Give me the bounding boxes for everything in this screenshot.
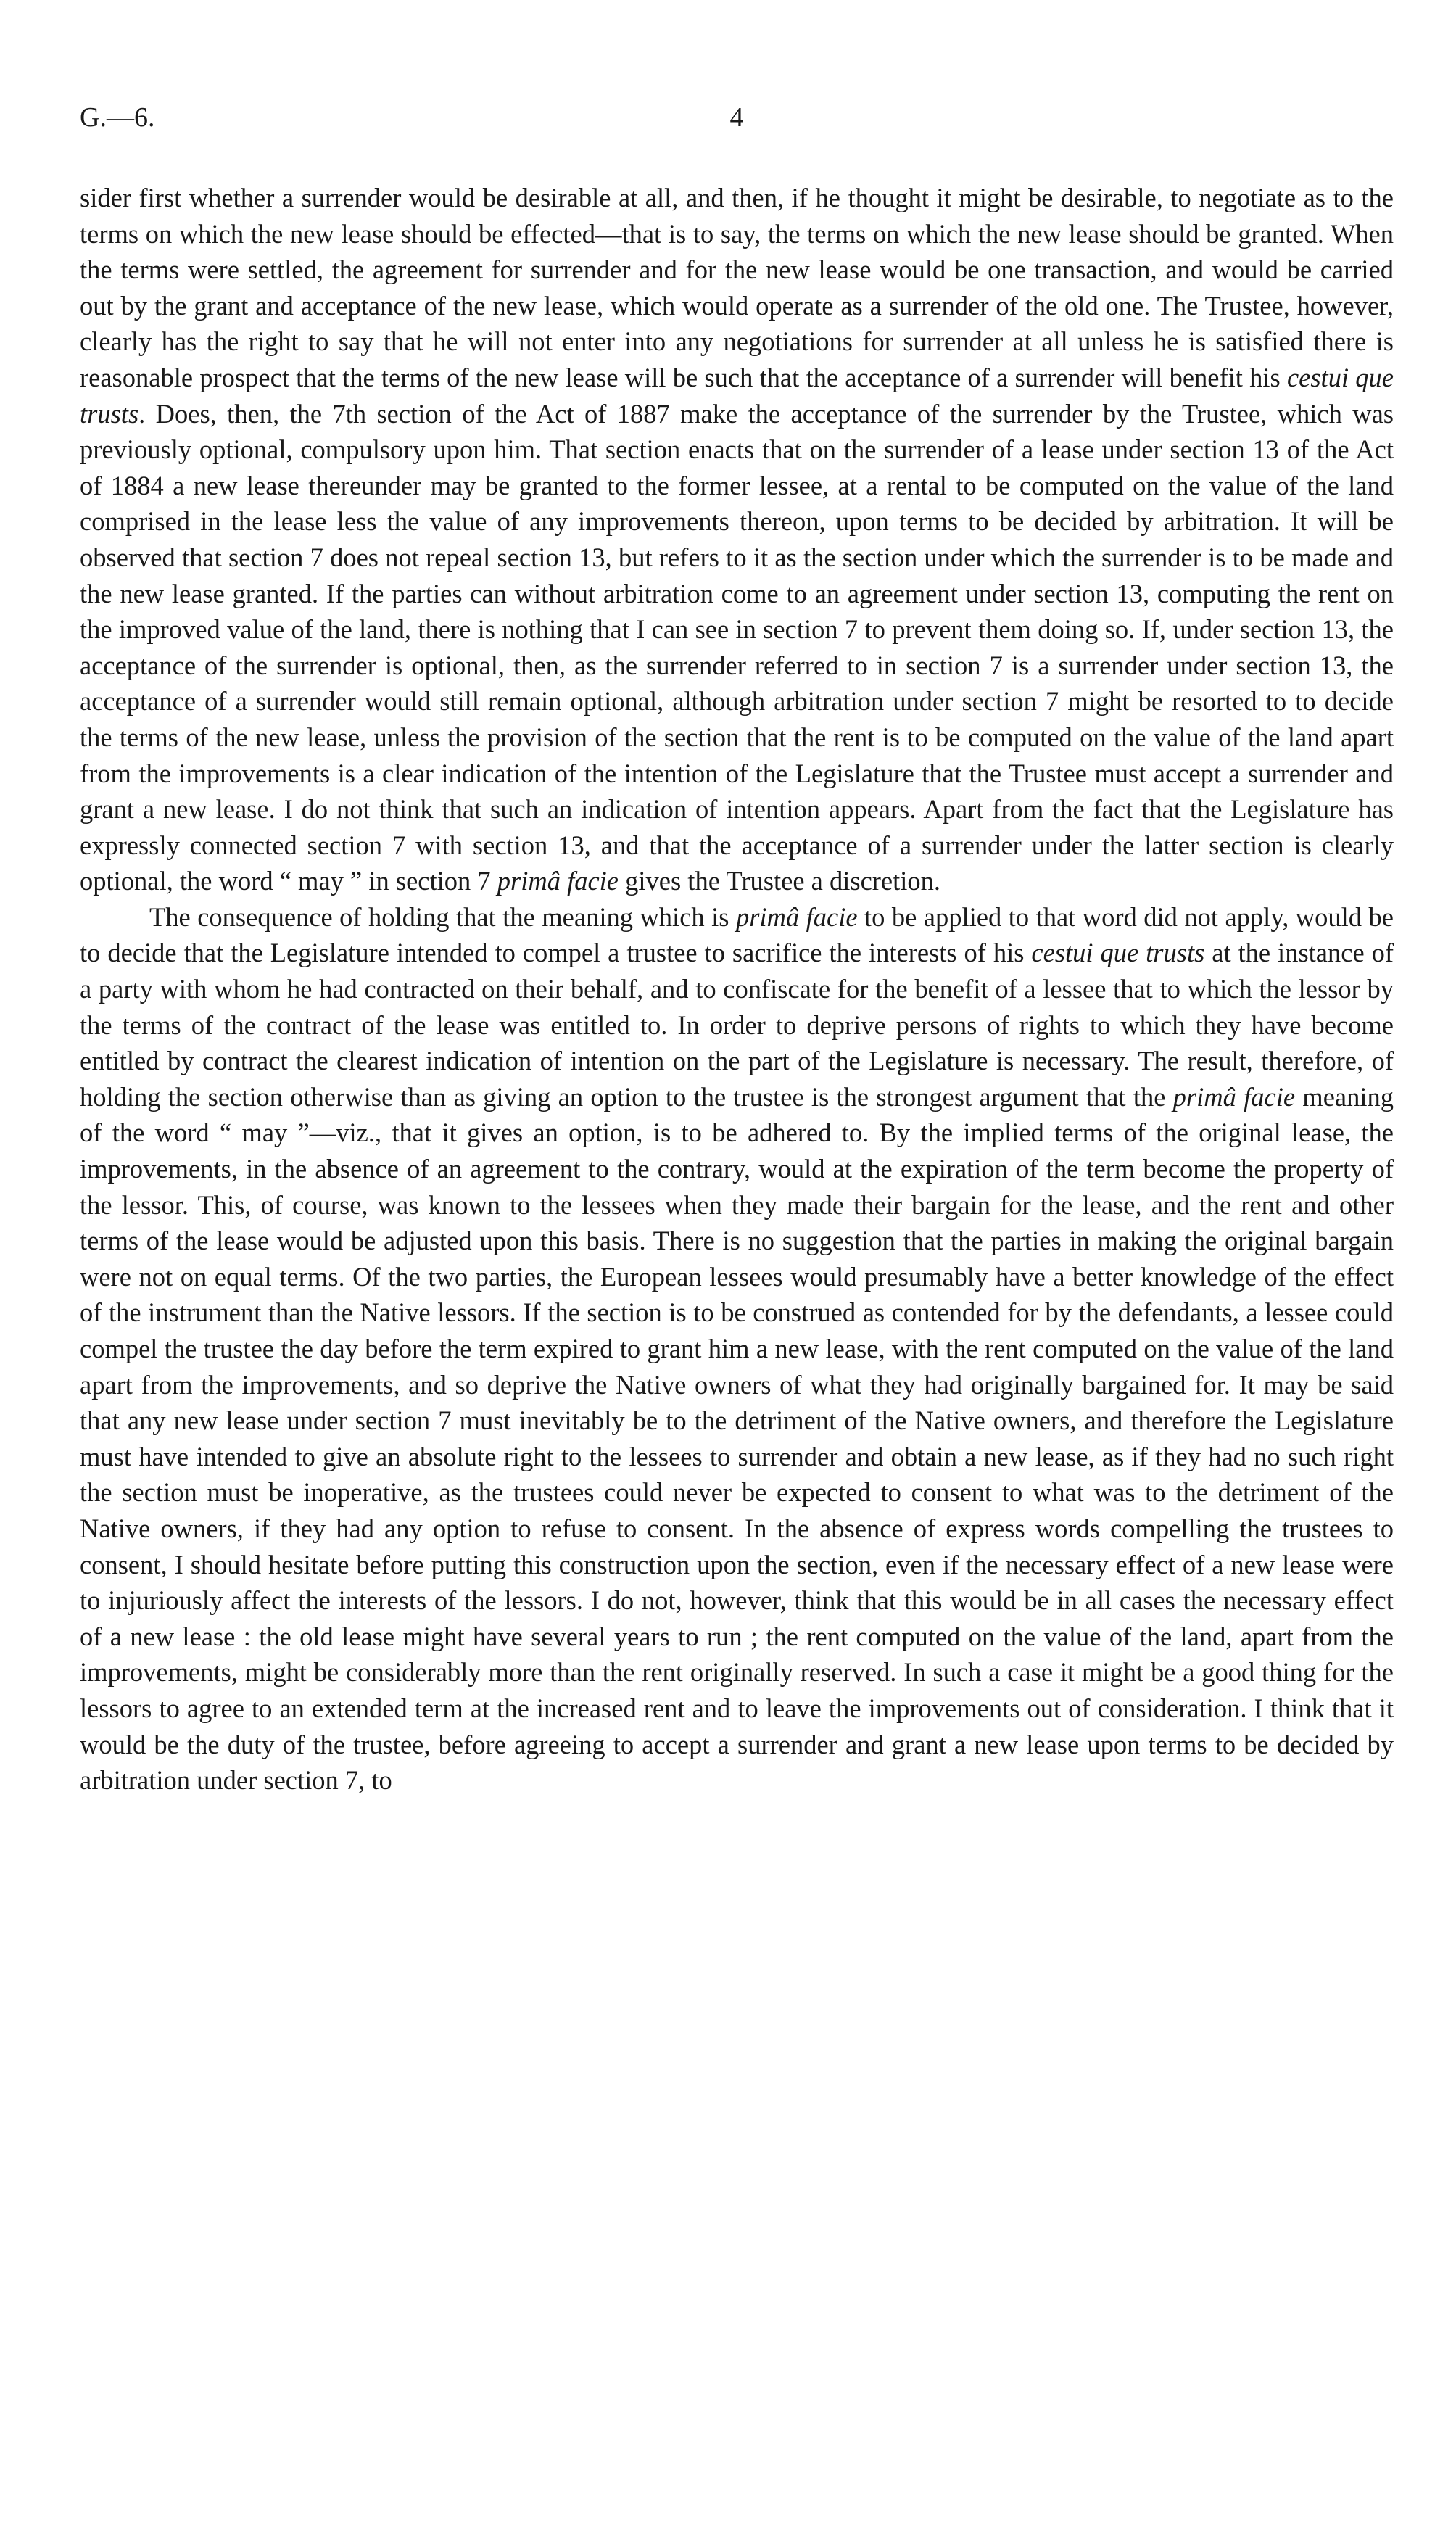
text-run: sider first whether a surrender would be desirable at all, and then, if he thought it might be desirable, to negotiate as to the terms on which the new lease should be effected—that is to say, the terms on which the new lease should be granted. When the terms were settled, the agreement for surrender and for the new lease would be one transaction, and would be carried out by the grant and acceptance of the new lease, which would operate as a surrender of the old one. The Trustee, however, clearly has the right to say that he will not enter into any negotiations for surrender at all unless he is satisfied there is reasonable prospect that the terms of the new lease will be such that the acceptance of a surrender will benefit his [80, 183, 1394, 392]
paragraph-2 [80, 899, 1394, 1798]
text-run: The consequence of holding that the meaning which is [149, 901, 736, 932]
italic-phrase: cestui que trusts [80, 362, 1394, 429]
page-header [80, 102, 1394, 145]
text-run: meaning of the word “ may ”—viz., that it gives an option, is to be adhered to. By the implied terms of the original lease, the improvements, in the absence of an agreement to the contrary, would at the expiration of the term become the property of the lessor. This, of course, was known to the lessees when they made their bargain for the lease, and the rent and other terms of the lease would be adjusted upon this basis. There is no suggestion that the parties in making the original bargain were not on equal terms. Of the two parties, the European lessees would presumably have a better knowledge of the effect of the instrument than the Native lessors. If the section is to be construed as contended for by the defendants, a lessee could compel the trustee the day before the term expired to grant him a new lease, with the rent computed on the value of the land apart from the improvements, and so deprive the Native owners of what they had originally bargained for. It may be said that any new lease under section 7 must inevitably be to the detriment of the Native owners, and therefore the Legislature must have intended to give an absolute right to the lessees to surrender and obtain a new lease, as if they had no such right the section must be inoperative, as the trustees could never be expected to consent to what was to the detriment of the Native owners, if they had any option to refuse to consent. In the absence of express words compelling the trustees to consent, I should hesitate before putting this construction upon the section, even if the necessary effect of a new lease were to injuriously affect the interests of the lessors. I do not, however, think that this would be in all cases the necessary effect of a new lease : the old lease might have several years to run ; the rent computed on the value of the land, apart from the improvements, might be considerably more than the rent originally reserved. In such a case it might be a good thing for the lessors to agree to an extended term at the increased rent and to leave the improvements out of consideration. I think that it would be the duty of the trustee, before agreeing to accept a surrender and grant a new lease upon terms to be decided by arbitration under section 7, to [80, 1081, 1394, 1796]
document-reference: G.—6. [80, 102, 155, 133]
page-number: 4 [729, 102, 744, 133]
italic-phrase: cestui que trusts [1031, 938, 1205, 968]
paragraph-1 [80, 180, 1394, 899]
text-run: to be applied to that word did not apply, would be to decide that the Legislature intended to compel a trustee to sacrifice the interests of his [80, 901, 1394, 968]
italic-phrase: primâ facie [1172, 1081, 1296, 1112]
italic-phrase: primâ facie [497, 866, 619, 896]
text-run: gives the Trustee a discretion. [619, 866, 941, 896]
text-run: at the instance of a party with whom he had contracted on their behalf, and to confiscate for the benefit of a lessee that to which the lessor by the terms of the contract of the lease was entitled to. In order to deprive persons of rights to which they have become entitled by contract the clearest indication of intention on the part of the Legislature is necessary. The result, therefore, of holding the section otherwise than as giving an option to the trustee is the strongest argument that the [80, 938, 1394, 1112]
italic-phrase: primâ facie [735, 901, 858, 932]
text-run: . Does, then, the 7th section of the Act of 1887 make the acceptance of the surrender by the Trustee, which was previously optional, compulsory upon him. That section enacts that on the surrender of a lease under section 13 of the Act of 1884 a new lease thereunder may be granted to the former lessee, at a rental to be computed on the value of the land comprised in the lease less the value of any improvements thereon, upon terms to be decided by arbitration. It will be observed that section 7 does not repeal section 13, but refers to it as the section under which the surrender is to be made and the new lease granted. If the parties can without arbitration come to an agreement under section 13, computing the rent on the improved value of the land, there is nothing that I can see in section 7 to prevent them doing so. If, under section 13, the acceptance of the surrender is optional, then, as the surrender referred to in section 7 is a surrender under section 13, the acceptance of a surrender would still remain optional, although arbitration under section 7 might be resorted to to decide the terms of the new lease, unless the provision of the section that the rent is to be computed on the value of the land apart from the improvements is a clear indication of the intention of the Legislature that the Trustee must accept a surrender and grant a new lease. I do not think that such an indication of intention appears. Apart from the fact that the Legislature has expressly connected section 7 with section 13, and that the acceptance of a surrender under the latter section is clearly optional, the word “ may ” in section 7 [80, 398, 1394, 896]
body-text [80, 180, 1394, 1798]
